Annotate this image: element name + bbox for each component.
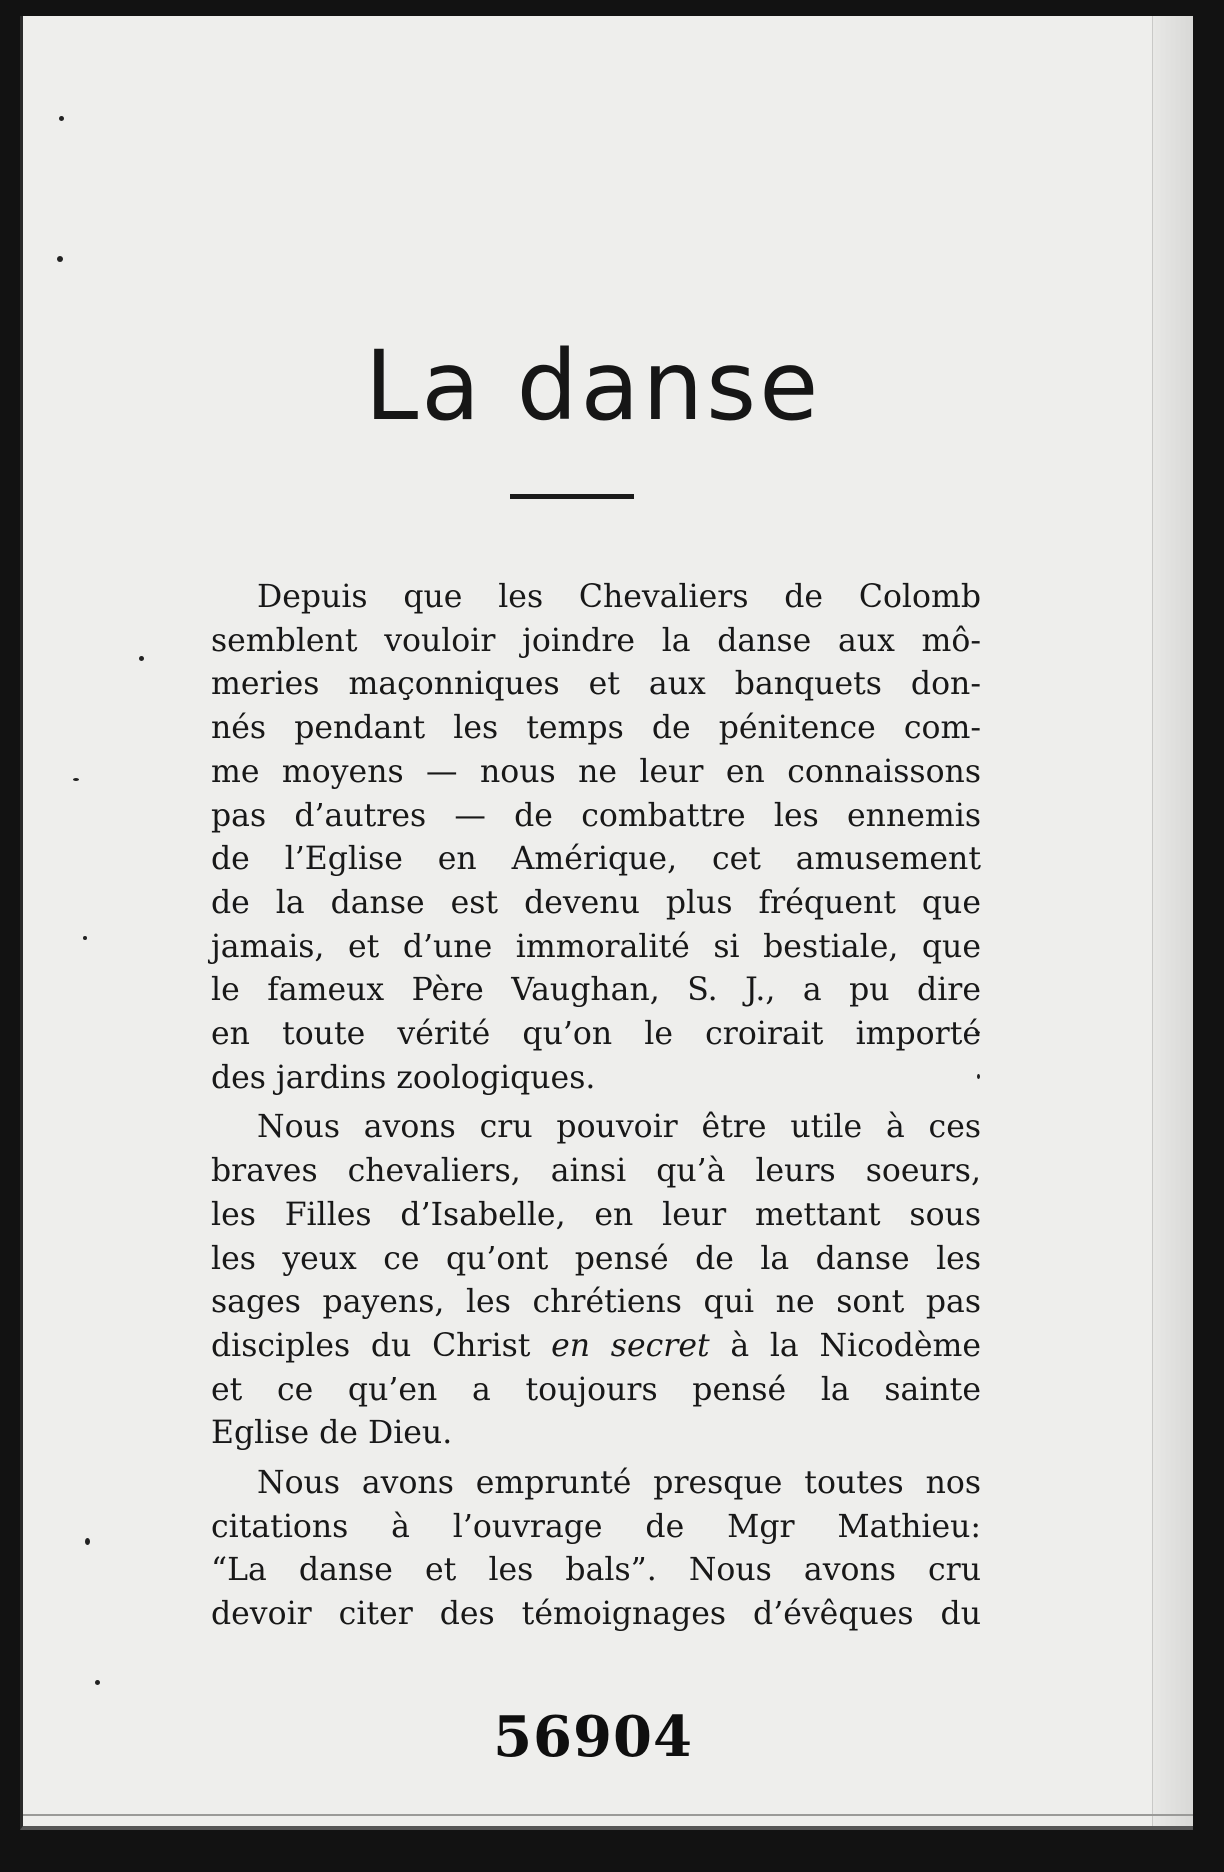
title-rule: [510, 494, 634, 499]
dust-speck: [83, 936, 87, 940]
text-line: Nous avons emprunté presque toutes nos: [257, 1465, 981, 1502]
paragraph-3: [211, 1462, 981, 1637]
dust-speck: [73, 778, 79, 781]
paragraph-2: [211, 1106, 981, 1456]
text-line: sages payens, les chrétiens qui ne sont pas: [211, 1284, 981, 1321]
text-line: Nous avons cru pouvoir être utile à ces: [257, 1109, 981, 1146]
dust-speck: [95, 1680, 100, 1685]
text-fragment: à la Nicodème: [709, 1327, 982, 1364]
text-line: de la danse est devenu plus fréquent que: [211, 884, 981, 921]
text-line: jamais, et d’une immoralité si bestiale, que: [211, 928, 981, 965]
text-line: pas d’autres — de combattre les ennemis: [211, 797, 981, 834]
text-line: des jardins zoologiques.: [211, 1059, 596, 1096]
dust-speck: [85, 1538, 90, 1545]
text-line: Eglise de Dieu.: [211, 1415, 453, 1452]
text-line: Depuis que les Chevaliers de Colomb: [257, 579, 981, 615]
text-line: devoir citer des témoignages d’évêques du: [211, 1596, 981, 1633]
dust-speck: [59, 116, 64, 121]
page-edge: [1152, 16, 1193, 1826]
paragraph-1: [211, 576, 981, 1100]
page-bottom-edge: [23, 1814, 1193, 1816]
text-line: meries maçonniques et aux banquets don-: [211, 666, 981, 703]
text-line: les Filles d’Isabelle, en leur mettant sous: [211, 1196, 981, 1233]
text-line: me moyens — nous ne leur en connaissons: [211, 753, 981, 790]
text-line: de l’Eglise en Amérique, cet amusement: [211, 841, 981, 878]
text-line: les yeux ce qu’ont pensé de la danse les: [211, 1240, 981, 1277]
paper-sheet: [20, 16, 1193, 1830]
dust-speck: [57, 256, 63, 262]
dust-speck: [139, 656, 144, 661]
page-title: La danse: [364, 330, 822, 442]
text-line: en toute vérité qu’on le croirait importé: [211, 1016, 981, 1053]
text-line: et ce qu’en a toujours pensé la sainte: [211, 1371, 981, 1408]
text-line: “La danse et les bals”. Nous avons cru: [211, 1552, 981, 1589]
text-line: braves chevaliers, ainsi qu’à leurs soeurs,: [211, 1153, 981, 1190]
text-line: le fameux Père Vaughan, S. J., a pu dire: [211, 972, 981, 1009]
stamp-number: 56904: [493, 1704, 693, 1770]
text-fragment: disciples du Christ: [211, 1327, 552, 1364]
text-line-with-emphasis: [211, 1325, 981, 1369]
emphasis-text: en secret: [551, 1327, 710, 1364]
text-line: citations à l’ouvrage de Mgr Mathieu:: [211, 1508, 981, 1545]
text-line: nés pendant les temps de pénitence com-: [211, 710, 981, 747]
body-text: [211, 576, 981, 1643]
text-line: semblent vouloir joindre la danse aux mô-: [211, 622, 981, 659]
